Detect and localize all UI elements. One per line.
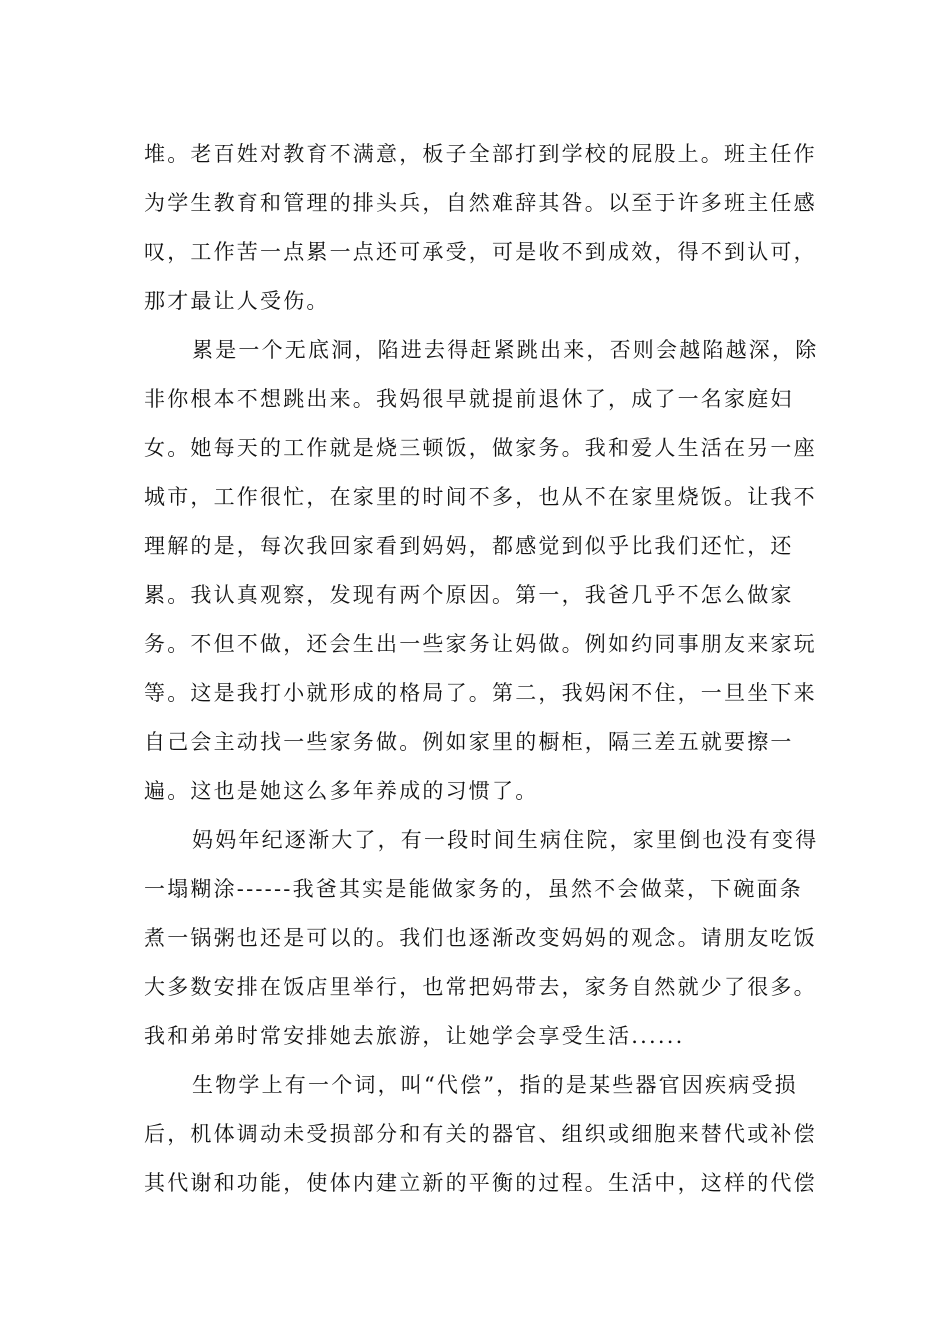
text-line: 煮一锅粥也还是可以的。我们也逐渐改变妈妈的观念。请朋友吃饭 [144,926,817,950]
text-line: 非你根本不想跳出来。我妈很早就提前退休了，成了一名家庭妇 [144,387,794,411]
paragraph-start-line: 妈妈年纪逐渐大了，有一段时间生病住院，家里倒也没有变得 [192,828,819,852]
text-line: 理解的是，每次我回家看到妈妈，都感觉到似乎比我们还忙，还 [144,534,794,558]
text-line: 累。我认真观察，发现有两个原因。第一，我爸几乎不怎么做家 [144,583,794,607]
text-line: 后，机体调动未受损部分和有关的器官、组织或细胞来替代或补偿 [144,1122,817,1146]
text-line: 为学生教育和管理的排头兵，自然难辞其咎。以至于许多班主任感 [144,191,817,215]
paragraph-start-line: 生物学上有一个词，叫“代偿”，指的是某些器官因疾病受损 [192,1073,798,1097]
text-line: 女。她每天的工作就是烧三顿饭，做家务。我和爱人生活在另一座 [144,436,817,460]
text-line: 其代谢和功能，使体内建立新的平衡的过程。生活中，这样的代偿 [144,1171,817,1195]
text-line: 一塌糊涂------我爸其实是能做家务的，虽然不会做菜，下碗面条 [144,877,803,901]
paragraph-start-line: 累是一个无底洞，陷进去得赶紧跳出来，否则会越陷越深，除 [192,338,819,362]
text-line: 我和弟弟时常安排她去旅游，让她学会享受生活...... [144,1024,685,1048]
text-line: 叹，工作苦一点累一点还可承受，可是收不到成效，得不到认可， [144,240,817,264]
text-line: 务。不但不做，还会生出一些家务让妈做。例如约同事朋友来家玩 [144,632,817,656]
text-line: 自己会主动找一些家务做。例如家里的橱柜，隔三差五就要擦一 [144,730,794,754]
text-line: 遍。这也是她这么多年养成的习惯了。 [144,779,539,803]
text-line: 大多数安排在饭店里举行，也常把妈带去，家务自然就少了很多。 [144,975,817,999]
text-line: 那才最让人受伤。 [144,289,330,313]
text-line: 城市，工作很忙，在家里的时间不多，也从不在家里烧饭。让我不 [144,485,817,509]
document-body [144,130,819,1208]
text-line: 等。这是我打小就形成的格局了。第二，我妈闲不住，一旦坐下来 [144,681,817,705]
text-line: 堆。老百姓对教育不满意，板子全部打到学校的屁股上。班主任作 [144,142,817,166]
